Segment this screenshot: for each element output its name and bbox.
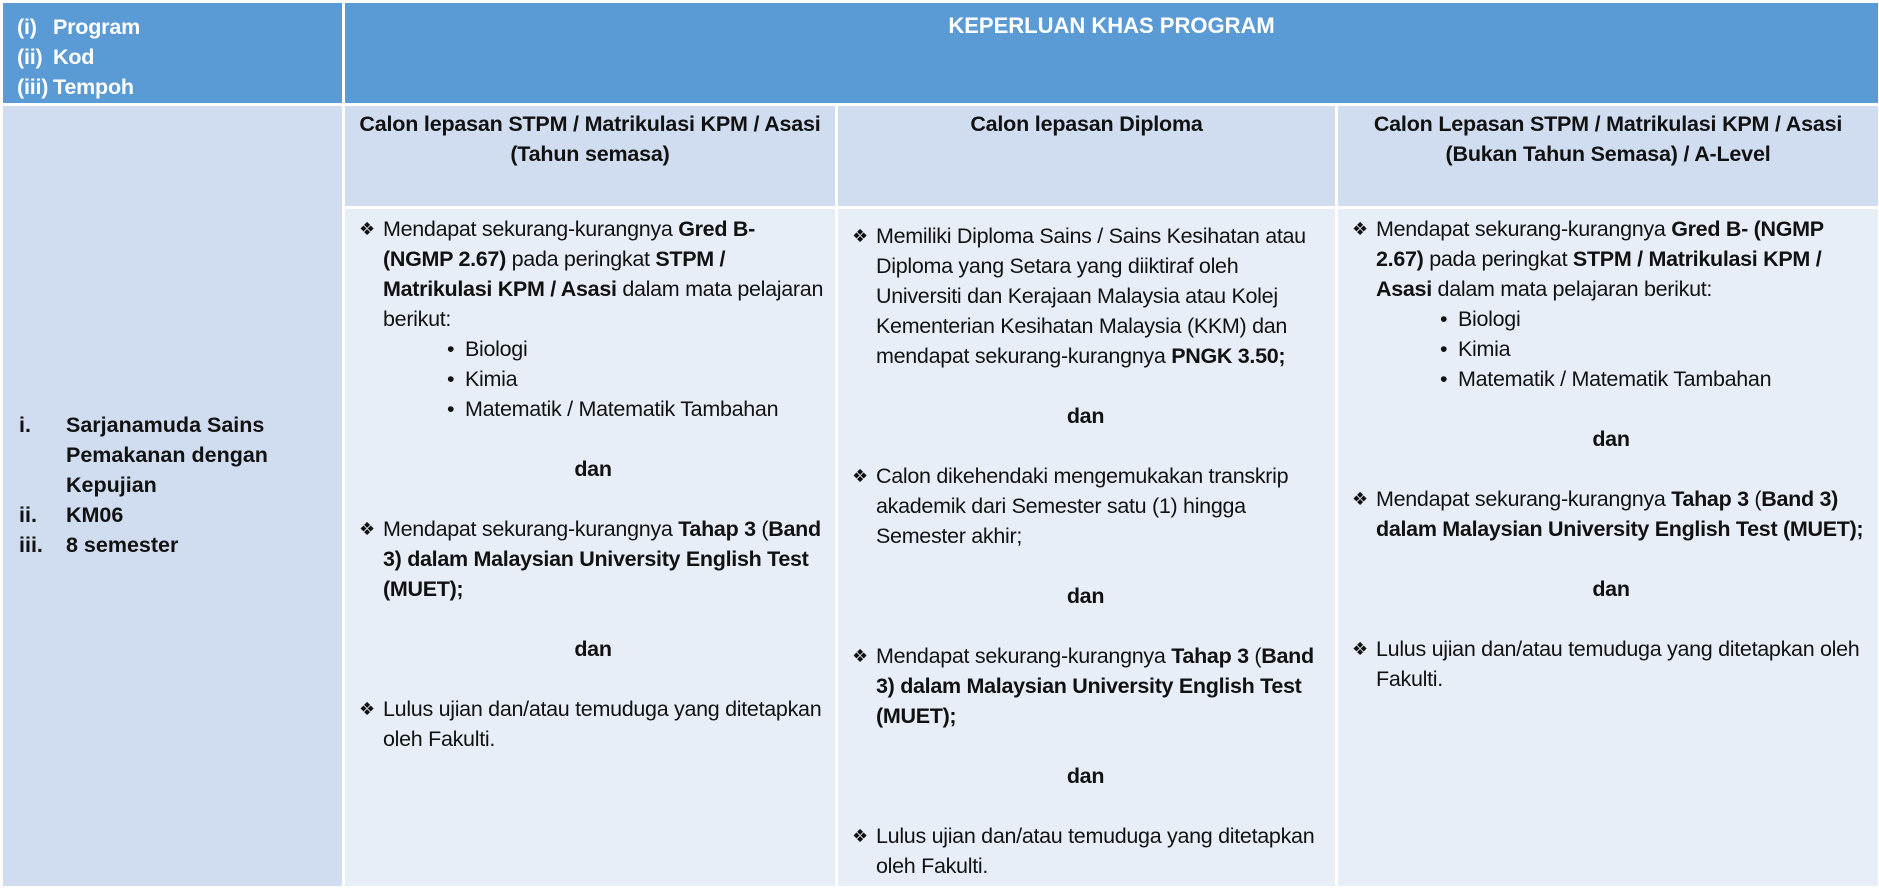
subject-list: [1440, 304, 1870, 394]
header-left-row: (ii) Kod: [17, 42, 342, 72]
program-code-row: ii. KM06: [19, 500, 268, 530]
requirement-lulus: ❖ Lulus ujian dan/atau temuduga yang ditetapkan oleh Fakulti.: [359, 694, 827, 754]
header-left-cell: [3, 3, 342, 103]
table-title: KEPERLUAN KHAS PROGRAM: [345, 3, 1878, 103]
requirement-grade: ❖ Mendapat sekurang-kurangnya Gred B- (NGMP 2.67) pada peringkat STPM / Matrikulasi KPM / Asasi dalam mata pelajaran berikut: • Biologi • Kimia • Matematik / Matematik Tambahan: [1352, 214, 1870, 394]
subject-list: [447, 334, 827, 424]
diamond-bullet-icon: ❖: [359, 219, 375, 239]
requirement-transkrip: ❖ Calon dikehendaki mengemukakan transkrip akademik dari Semester satu (1) hingga Semester akhir;: [852, 461, 1319, 551]
column-header-stpm-bukan-semasa: Calon Lepasan STPM / Matrikulasi KPM / Asasi (Bukan Tahun Semasa) / A-Level: [1338, 106, 1878, 206]
header-kod-label: Kod: [53, 45, 95, 69]
program-name-line: Kepujian: [66, 473, 157, 497]
program-name-line: Sarjanamuda Sains: [66, 413, 265, 437]
dan-connector: dan: [574, 457, 612, 481]
program-name-line: Pemakanan dengan: [66, 443, 268, 467]
program-name-row: i. Sarjanamuda Sains Pemakanan dengan Kepujian: [19, 413, 268, 497]
subject-item: • Matematik / Matematik Tambahan: [1440, 367, 1772, 391]
diamond-bullet-icon: ❖: [852, 826, 868, 846]
program-code: KM06: [66, 503, 124, 527]
program-duration: 8 semester: [66, 533, 179, 557]
program-cell: [3, 106, 342, 886]
subject-item: • Kimia: [447, 367, 518, 391]
requirement-lulus: ❖ Lulus ujian dan/atau temuduga yang ditetapkan oleh Fakulti.: [1352, 634, 1870, 694]
dan-connector: dan: [1066, 584, 1105, 608]
requirement-lulus: ❖ Lulus ujian dan/atau temuduga yang ditetapkan oleh Fakulti.: [852, 821, 1319, 881]
header-left-row: (i) Program: [17, 12, 342, 42]
diamond-bullet-icon: ❖: [1352, 639, 1368, 659]
column-header-stpm-semasa: Calon lepasan STPM / Matrikulasi KPM / Asasi (Tahun semasa): [345, 106, 835, 206]
subject-item: • Biologi: [447, 337, 528, 361]
column-body-stpm-semasa: [345, 209, 835, 886]
program-info: [19, 410, 268, 560]
requirement-muet: ❖ Mendapat sekurang-kurangnya Tahap 3 (Band 3) dalam Malaysian University English Test (MUET);: [1352, 484, 1870, 544]
diamond-bullet-icon: ❖: [852, 646, 868, 666]
column-header-diploma: Calon lepasan Diploma: [838, 106, 1335, 206]
dan-connector: dan: [1066, 404, 1105, 428]
diamond-bullet-icon: ❖: [1352, 219, 1368, 239]
subject-item: • Kimia: [1440, 337, 1511, 361]
diamond-bullet-icon: ❖: [359, 519, 375, 539]
requirement-grade: ❖ Mendapat sekurang-kurangnya Gred B- (NGMP 2.67) pada peringkat STPM / Matrikulasi KPM / Asasi dalam mata pelajaran berikut: • Biologi • Kimia • Matematik / Matematik Tambahan: [359, 214, 827, 424]
header-tempoh-label: Tempoh: [53, 75, 134, 99]
header-left-row: (iii) Tempoh: [17, 72, 342, 102]
diamond-bullet-icon: ❖: [359, 699, 375, 719]
dan-connector: dan: [574, 637, 612, 661]
program-duration-row: iii. 8 semester: [19, 530, 268, 560]
dan-connector: dan: [1592, 427, 1630, 451]
column-body-stpm-bukan-semasa: [1338, 209, 1878, 886]
diamond-bullet-icon: ❖: [852, 226, 868, 246]
requirement-muet: ❖ Mendapat sekurang-kurangnya Tahap 3 (Band 3) dalam Malaysian University English Test (MUET);: [852, 641, 1319, 731]
diamond-bullet-icon: ❖: [852, 466, 868, 486]
subject-item: • Biologi: [1440, 307, 1521, 331]
dan-connector: dan: [1066, 764, 1105, 788]
dan-connector: dan: [1592, 577, 1630, 601]
subject-item: • Matematik / Matematik Tambahan: [447, 397, 779, 421]
diamond-bullet-icon: ❖: [1352, 489, 1368, 509]
requirement-muet: ❖ Mendapat sekurang-kurangnya Tahap 3 (Band 3) dalam Malaysian University English Test (MUET);: [359, 514, 827, 604]
header-program-label: Program: [53, 15, 141, 39]
requirement-diploma: ❖ Memiliki Diploma Sains / Sains Kesihatan atau Diploma yang Setara yang diiktiraf oleh Universiti dan Kerajaan Malaysia atau Kolej Kementerian Kesihatan Malaysia (KKM) dan mendapat sekurang-kurangnya PNGK 3.50;: [852, 221, 1319, 371]
column-body-diploma: [838, 209, 1335, 886]
